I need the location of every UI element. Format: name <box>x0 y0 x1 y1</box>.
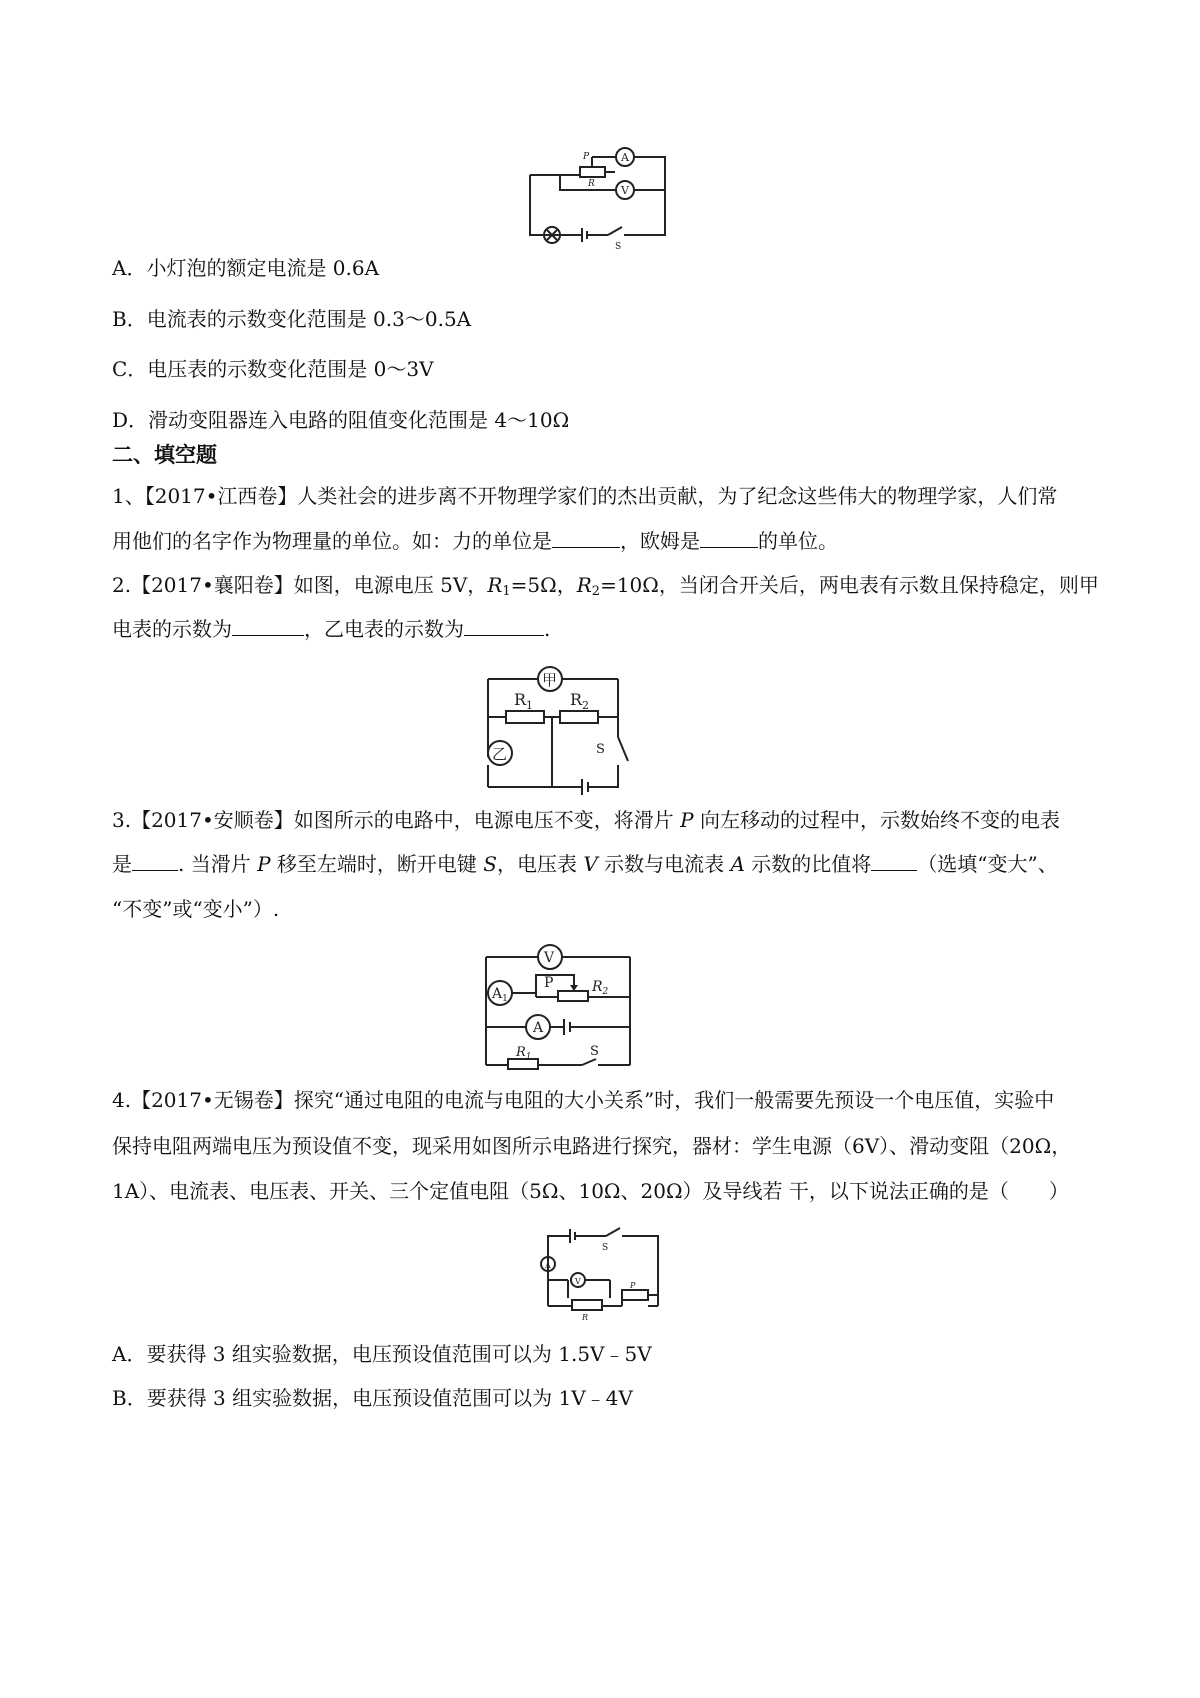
fig4-switch-label: S <box>602 1243 609 1253</box>
fig2-r2-label: $R_2$ <box>570 690 590 712</box>
fig4-voltmeter-label: V <box>575 1277 581 1286</box>
q2-blank-1 <box>232 617 304 636</box>
q1-line1: 1、【2017•江西卷】人类社会的进步离不开物理学家们的杰出贡献，为了纪念这些伟大的物理学家，人们常 <box>112 484 1058 508</box>
prev-option-b: B．电流表的示数变化范围是 0.3～0.5A <box>112 307 472 331</box>
fig2-switch-label: S <box>596 742 605 757</box>
q4-option-a: A．要获得 3 组实验数据，电压预设值范围可以为 1.5V﹣5V <box>112 1342 652 1366</box>
fig3-a1-label: $A_1$ <box>492 986 508 1004</box>
figure-circuit-experiment <box>538 1218 668 1323</box>
q3-blank-1 <box>132 852 178 871</box>
q4-line3: 1A）、电流表、电压表、开关、三个定值电阻（5Ω、10Ω、20Ω）及导线若 干，以下说法正确的是（ ） <box>112 1179 1069 1203</box>
q2-line2: 电表的示数为 ，乙电表的示数为 . <box>112 617 551 641</box>
fig1-voltmeter-label: V <box>621 184 629 197</box>
q1-line2: 用他们的名字作为物理量的单位。如：力的单位是 ，欧姆是 的单位。 <box>112 529 838 553</box>
figure-circuit-lamp-rheostat <box>520 145 690 255</box>
fig4-rheostat-label: R <box>582 1313 589 1322</box>
q3-blank-2 <box>871 852 917 871</box>
fig4-ammeter-label: A <box>545 1261 551 1270</box>
fig3-ammeter-label: A <box>533 1020 544 1036</box>
fig1-switch-label: S <box>615 242 622 252</box>
fig1-rheostat-label: R <box>588 179 595 189</box>
prev-option-c: C．电压表的示数变化范围是 0～3V <box>112 357 434 381</box>
q1-blank-1 <box>552 529 620 548</box>
q3-line2: 是 . 当滑片 P 移至左端时，断开电键 S，电压表 V 示数与电流表 A 示数的比值将 （选填“变大”、 <box>112 852 1058 876</box>
fig1-ammeter-label: A <box>621 151 629 164</box>
q2-blank-2 <box>464 617 544 636</box>
q3-line3: “不变”或“变小”）. <box>112 897 280 921</box>
q4-line2: 保持电阻两端电压为预设值不变，现采用如图所示电路进行探究，器材：学生电源（6V）、滑动变阻（20Ω， <box>112 1134 1072 1158</box>
fig3-r2-label: $R_2$ <box>592 979 609 997</box>
fig3-slider-label: P <box>544 975 554 991</box>
fig3-switch-label: S <box>590 1044 599 1059</box>
prev-option-a: A．小灯泡的额定电流是 0.6A <box>112 256 380 280</box>
fig2-meter-top-label: 甲 <box>542 671 558 689</box>
fig3-voltmeter-label: V <box>544 950 555 966</box>
fig1-slider-label: P <box>583 152 590 162</box>
fig2-meter-left-label: 乙 <box>492 745 508 763</box>
fig4-slider-label: P <box>630 1281 636 1290</box>
figure-circuit-rheostat-ammeters <box>478 937 638 1072</box>
section-title: 二、填空题 <box>112 442 217 467</box>
fig3-r1-label: $R_1$ <box>516 1045 532 1062</box>
figure-circuit-two-meters <box>478 657 640 797</box>
q1-blank-2 <box>700 529 758 548</box>
fig2-r1-label: $R_1$ <box>514 690 534 712</box>
q2-line1: 2.【2017•襄阳卷】如图，电源电压 5V，$R_1=5\Omega$，$R_2=10\Omega$，当闭合开关后，两电表有示数且保持稳定，则甲 <box>112 573 1099 599</box>
prev-option-d: D．滑动变阻器连入电路的阻值变化范围是 4～10Ω <box>112 408 570 432</box>
q4-line1: 4.【2017•无锡卷】探究“通过电阻的电流与电阻的大小关系”时，我们一般需要先预设一个电压值，实验中 <box>112 1088 1055 1112</box>
q4-option-b: B．要获得 3 组实验数据，电压预设值范围可以为 1V﹣4V <box>112 1386 633 1410</box>
q3-line1: 3.【2017•安顺卷】如图所示的电路中，电源电压不变，将滑片 P 向左移动的过程中，示数始终不变的电表 <box>112 808 1060 832</box>
